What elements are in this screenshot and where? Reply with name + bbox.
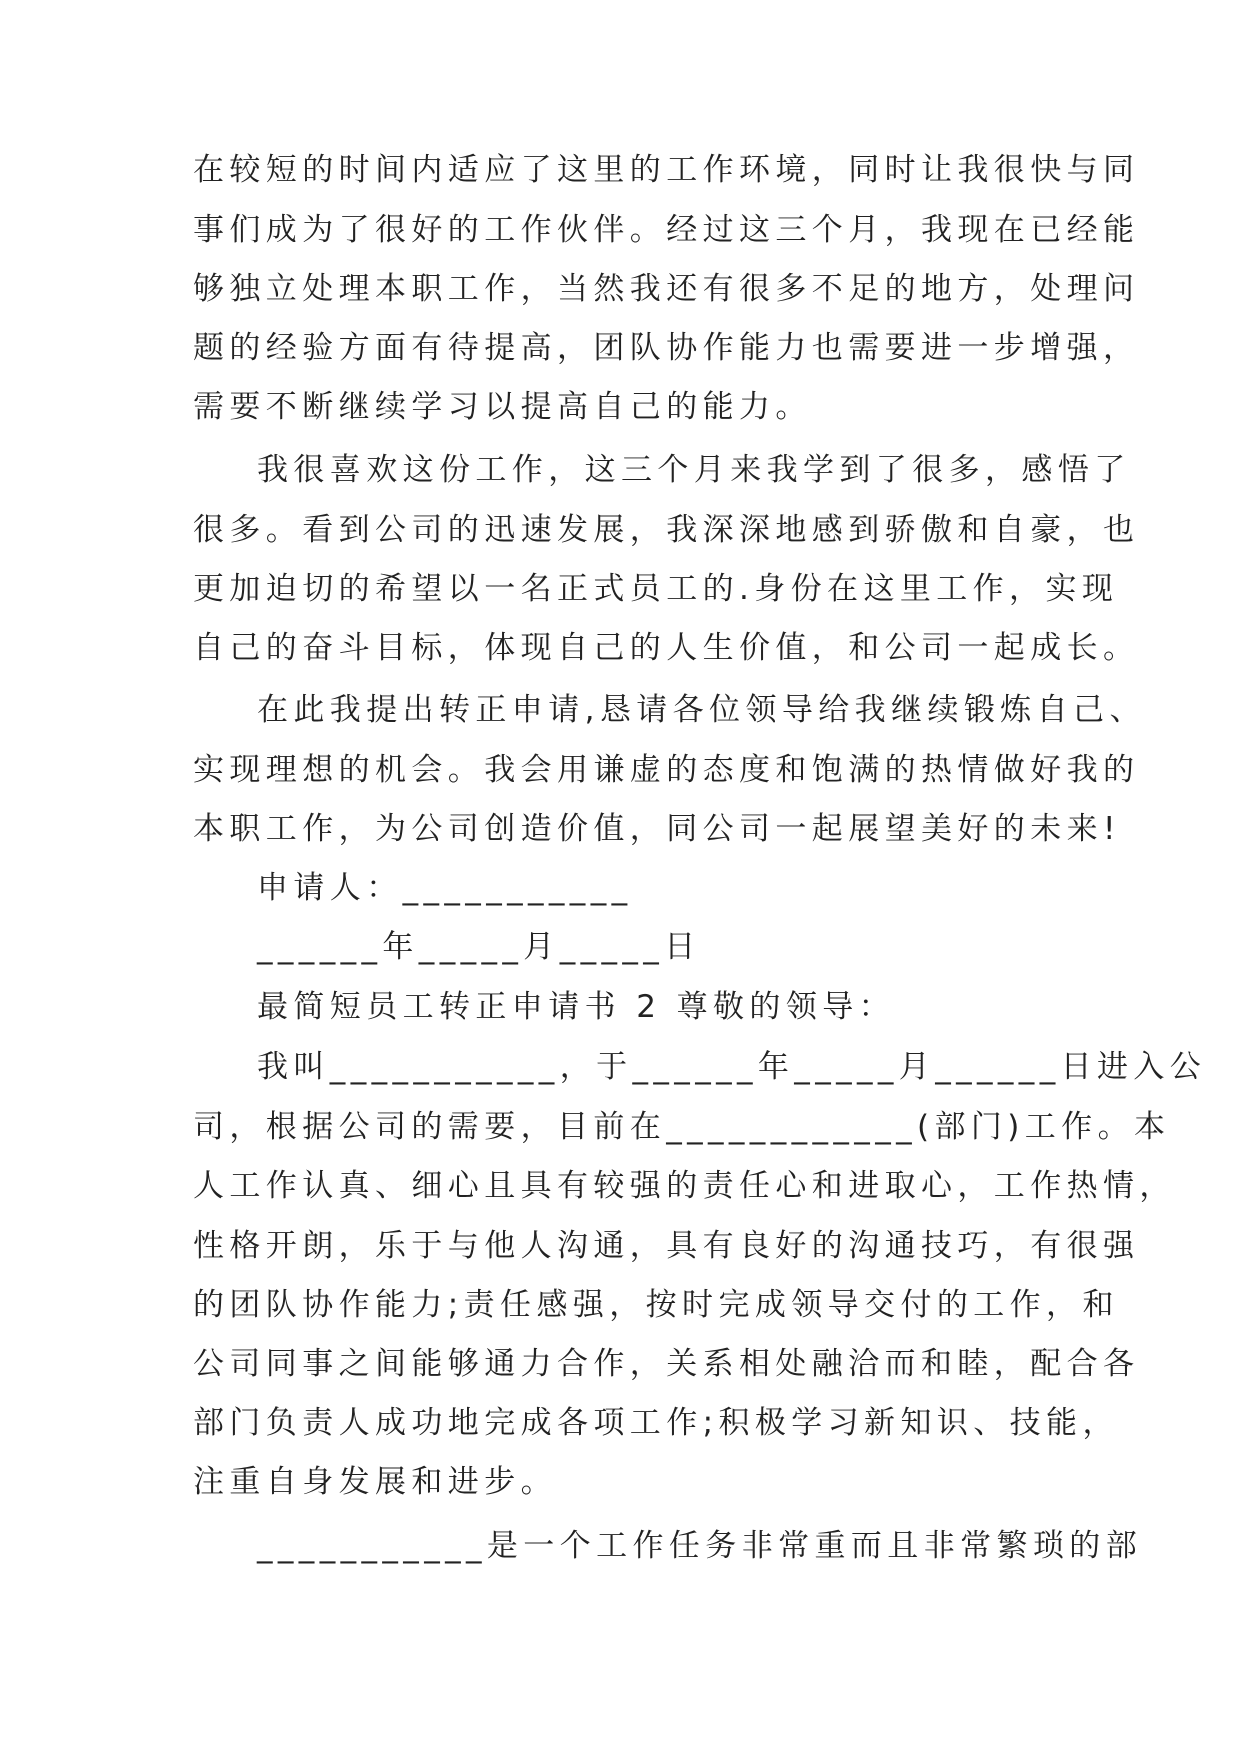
section-heading: 最简短员工转正申请书 2 尊敬的领导：: [257, 989, 896, 1025]
text-line: 公司同事之间能够通力合作，关系相处融洽而和睦，配合各: [193, 1346, 1140, 1382]
text-line: 我很喜欢这份工作，这三个月来我学到了很多，感悟了: [257, 452, 1131, 488]
text-line: 在此我提出转正申请,恳请各位领导给我继续锻炼自己、: [257, 692, 1146, 728]
text-line: 的团队协作能力;责任感强，按时完成领导交付的工作，和: [193, 1287, 1119, 1323]
text-line: 需要不断继续学习以提高自己的能力。: [193, 389, 812, 425]
date-line: ______年_____月_____日: [257, 929, 701, 965]
text-line: 实现理想的机会。我会用谦虚的态度和饱满的热情做好我的: [193, 752, 1140, 788]
text-line: 在较短的时间内适应了这里的工作环境，同时让我很快与同: [193, 152, 1140, 188]
text-line: 部门负责人成功地完成各项工作;积极学习新知识、技能，: [193, 1405, 1119, 1441]
text-line: 本职工作，为公司创造价值，同公司一起展望美好的未来!: [193, 811, 1121, 847]
text-line: 自己的奋斗目标，体现自己的人生价值，和公司一起成长。: [193, 630, 1140, 666]
text-line: 事们成为了很好的工作伙伴。经过这三个月，我现在已经能: [193, 212, 1140, 248]
text-line: 性格开朗，乐于与他人沟通，具有良好的沟通技巧，有很强: [193, 1228, 1140, 1264]
text-line: 很多。看到公司的迅速发展，我深深地感到骄傲和自豪，也: [193, 512, 1140, 548]
applicant-line: 申请人：___________: [257, 870, 633, 906]
text-line: 人工作认真、细心且具有较强的责任心和进取心，工作热情，: [193, 1168, 1176, 1204]
text-line: ___________是一个工作任务非常重而且非常繁琐的部: [257, 1528, 1143, 1564]
text-line: 我叫___________，于______年_____月______日进入公: [257, 1049, 1207, 1085]
text-line: 够独立处理本职工作，当然我还有很多不足的地方，处理问: [193, 271, 1140, 307]
text-line: 题的经验方面有待提高，团队协作能力也需要进一步增强，: [193, 330, 1140, 366]
text-line: 更加迫切的希望以一名正式员工的.身份在这里工作，实现: [193, 571, 1119, 607]
text-line: 注重自身发展和进步。: [193, 1464, 557, 1500]
text-line: 司，根据公司的需要，目前在____________(部门)工作。本: [193, 1109, 1171, 1145]
